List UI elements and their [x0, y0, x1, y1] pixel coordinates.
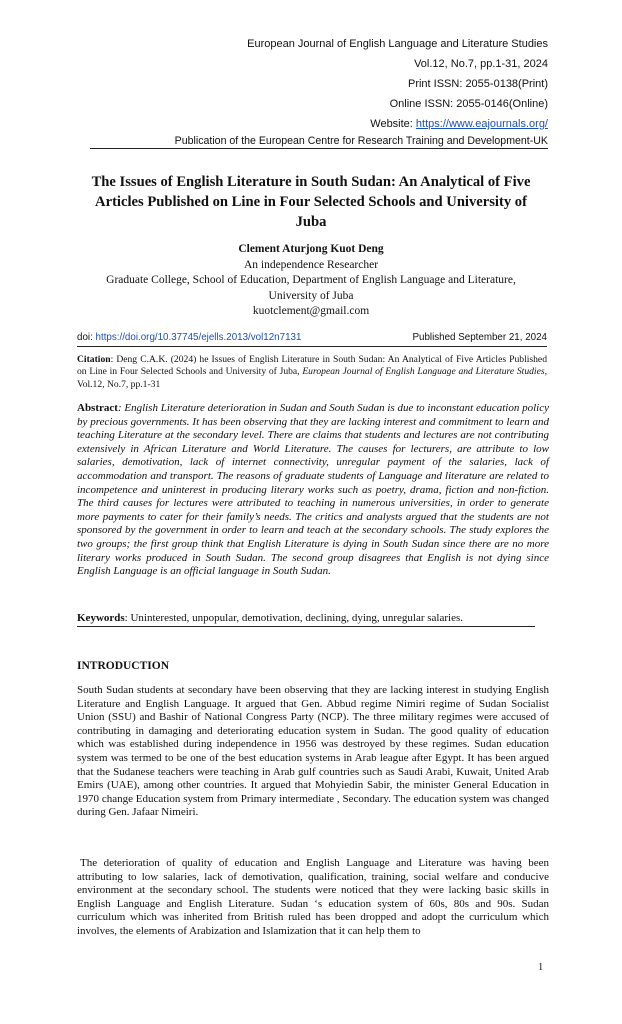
doi-label: doi:: [77, 332, 96, 343]
introduction-paragraph-2: The deterioration of quality of education and English Language and Literature was having been attributing to low salaries, lack of demotivation, qualification, training, social welfare and conducive environment at the secondary school. The students were noticed that they were lacking basic skills in English Language and English Literature. Sudan ‘s education system of 60s, 80s and 90s. Sudan curriculum which was inherited from British ruled has been dropped and adopt the curriculum which involves, the elements of Arabization and Islamization that it can help them to: [77, 857, 549, 937]
online-issn: Online ISSN: 2055-0146(Online): [389, 98, 548, 110]
print-issn: Print ISSN: 2055-0138(Print): [407, 78, 548, 90]
doi-line: [77, 332, 547, 347]
citation-text: : Deng C.A.K. (2024) he Issues of English Literature in South Sudan: An Analytical of Five Articles Published on Line in Four Selected Schools and University of Juba,: [77, 354, 547, 378]
abstract-text: : English Literature deterioration in Sudan and South Sudan is due to inconstant education policy by precious governments. It has been observing that they are lacking interest and commitment to learn and teaching Literature at the secondary level. There are claims that students and lectures are not contributing extensively in African Literature and World Literature. The causes for lecturers, are attribute to low salaries, demotivation, lack of internet connectivity, unregular payment of the salaries, lack of accommodation and transport. The reasons of graduate students of Language and literature are related to incompetence and uninterest in producing literary works such as poetry, drama, fiction and non-fiction. The third causes for lectures were attributed to teaching in numerous universities, in order to generate more payments to cater for their family’s needs. The critics and analysts argued that the students are not sponsored by the government in order to learn and teach at the secondary schools. The study explores the two groups; the first group think that English Literature is dying in South Sudan since there are no more literary works produced in South Sudan. The second group disagrees that English is not dying since English Language is an official language in South Sudan.: [77, 402, 549, 578]
page-number: 1: [538, 962, 544, 973]
introduction-paragraph-1: South Sudan students at secondary have been observing that they are lacking interest in studying English Literature and English Language. It argued that Gen. Abbud regime Nimiri regime of Sudan Socialist Union (SSU) and Bashir of National Congress Party (NCP). The three military regimes were accused of contributing in damaging and deteriorating education system in Sudan. The good quality of education which was established during independence in 1956 was destroyed by these regimes. Sudan education system was termed to be one of the best education systems in Arab league after Egypt. It has been argued that the Sudanese teachers were teaching in Arab gulf countries such as Saudi Arabi, Kuwait, United Arab Emirs (UAE), among other countries. It argued that Mohyiedin Sabir, the minister General Education in 1970 change Education system from Primary intermediate , Secondary. The education system was changed during Gen. Jafaar Nimeiri.: [77, 684, 549, 819]
keywords: [77, 612, 535, 627]
journal-website: [247, 114, 548, 134]
website-link[interactable]: https://www.eajournals.org/: [415, 118, 548, 130]
abstract: [77, 402, 549, 579]
author-affiliation-1: An independence Researcher: [243, 258, 379, 271]
journal-header: [247, 34, 548, 134]
author-name: Clement Aturjong Kuot Deng: [238, 243, 384, 255]
paper-title: The Issues of English Literature in South Sudan: An Analytical of Five Articles Published on Line in Four Selected Schools and University of Juba: [91, 174, 531, 230]
author-affiliation-2: Graduate College, School of Education, Department of English Language and Literature,: [106, 274, 516, 286]
journal-name: European Journal of English Language and Literature Studies: [247, 38, 548, 50]
author-affiliation-3: University of Juba: [268, 289, 354, 302]
website-label: Website:: [370, 118, 416, 130]
section-heading-introduction: INTRODUCTION: [77, 660, 170, 672]
keywords-text: : Uninterested, unpopular, demotivation, declining, dying, unregular salaries.: [124, 612, 464, 624]
citation: [77, 354, 547, 391]
doi-link[interactable]: https://doi.org/10.37745/ejells.2013/vol12n7131: [95, 332, 302, 343]
author-block: [70, 242, 552, 320]
published-date: Published September 21, 2024: [412, 332, 547, 343]
citation-label: Citation: [77, 354, 111, 365]
citation-tail: Vol.12, No.7, pp.1-31: [77, 378, 161, 390]
keywords-label: Keywords: [77, 612, 125, 624]
abstract-label: Abstract: [77, 402, 118, 414]
author-email: kuotclement@gmail.com: [252, 305, 370, 317]
citation-journal: European Journal of English Language and Literature Studies,: [302, 366, 547, 378]
publisher-line: Publication of the European Centre for Research Training and Development-UK: [90, 135, 548, 149]
journal-volume: Vol.12, No.7, pp.1-31, 2024: [414, 58, 548, 70]
